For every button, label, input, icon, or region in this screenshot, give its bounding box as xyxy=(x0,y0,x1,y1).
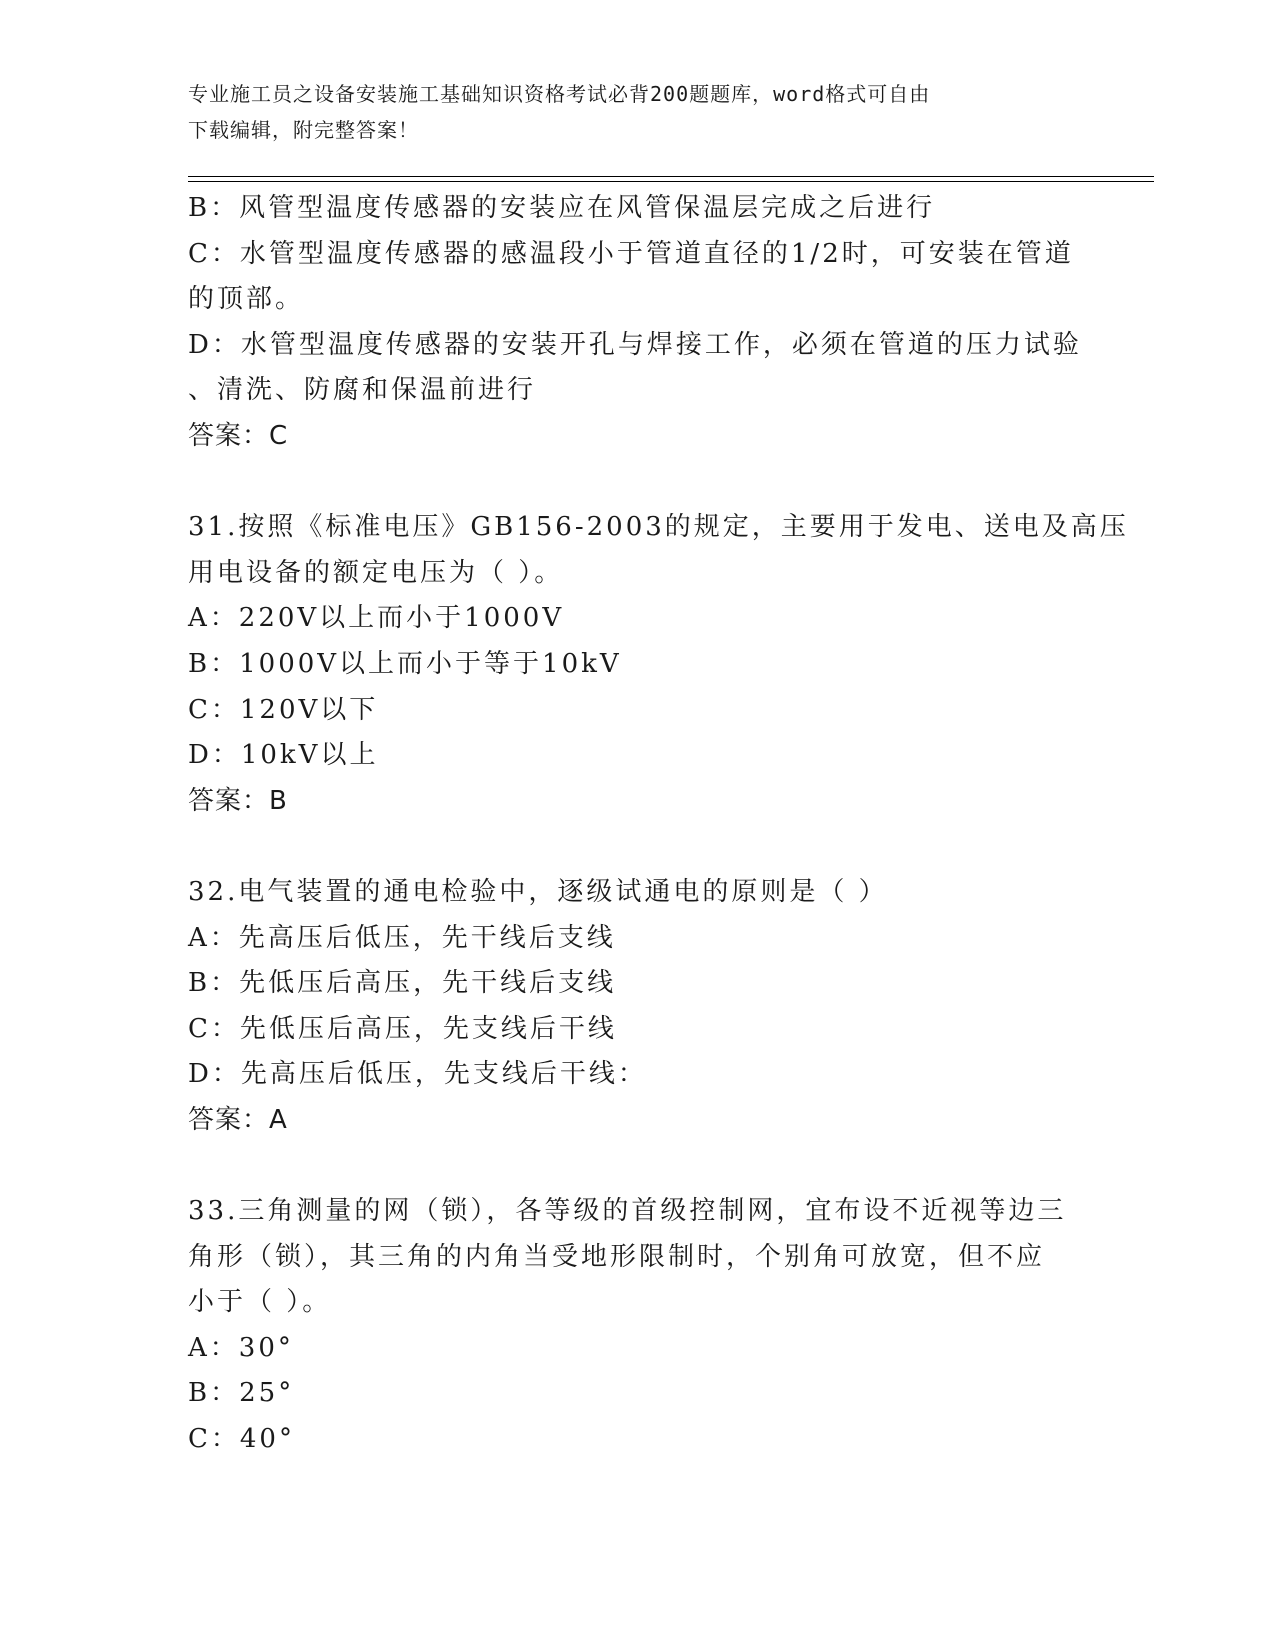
question-content xyxy=(188,186,1129,1463)
header-line-2: 下载编辑，附完整答案！ xyxy=(188,118,419,142)
option-b: B：先低压后高压，先干线后支线 xyxy=(188,968,617,999)
question-31 xyxy=(188,505,1129,824)
option-c-line-2: 的顶部。 xyxy=(188,284,305,315)
option-b: B：25° xyxy=(188,1378,295,1409)
spacer xyxy=(188,824,1088,870)
question-32 xyxy=(188,870,1088,1144)
option-b: B：风管型温度传感器的安装应在风管保温层完成之后进行 xyxy=(188,193,936,223)
option-d-line-2: 、清洗、防腐和保温前进行 xyxy=(188,375,537,406)
option-d: D：10kV以上 xyxy=(188,740,379,771)
header-divider-bottom xyxy=(188,181,1154,182)
option-a: A：先高压后低压，先干线后支线 xyxy=(188,922,616,953)
question-stem-line-2: 角形（锁），其三角的内角当受地形限制时，个别角可放宽，但不应 xyxy=(188,1241,1046,1272)
question-stem-line-1: 31.按照《标准电压》GB156-2003的规定，主要用于发电、送电及高压 xyxy=(188,512,1129,543)
question-stem-line-2: 用电设备的额定电压为（ ）。 xyxy=(188,557,564,588)
spacer xyxy=(188,1143,1088,1189)
header-line-1: 专业施工员之设备安装施工基础知识资格考试必背200题题库，word格式可自由 xyxy=(188,82,931,106)
question-30-tail xyxy=(188,186,1088,460)
option-d-line-1: D：水管型温度传感器的安装开孔与焊接工作，必须在管道的压力试验 xyxy=(188,329,1082,360)
header-divider-top xyxy=(188,176,1154,177)
option-c: C：40° xyxy=(188,1424,295,1455)
spacer xyxy=(188,460,1088,506)
option-a: A：30° xyxy=(188,1332,294,1363)
option-c: C：先低压后高压，先支线后干线 xyxy=(188,1013,617,1044)
option-c: C：120V以下 xyxy=(188,694,379,725)
question-stem: 32.电气装置的通电检验中，逐级试通电的原则是（ ） xyxy=(188,876,888,907)
question-stem-line-3: 小于（ ）。 xyxy=(188,1287,332,1318)
question-33 xyxy=(188,1189,1088,1463)
option-c-line-1: C：水管型温度传感器的感温段小于管道直径的1/2时，可安装在管道 xyxy=(188,238,1074,269)
answer: 答案：C xyxy=(188,420,289,451)
option-b: B：1000V以上而小于等于10kV xyxy=(188,648,622,679)
answer: 答案：A xyxy=(188,1104,288,1135)
question-stem-line-1: 33.三角测量的网（锁），各等级的首级控制网，宜布设不近视等边三 xyxy=(188,1196,1067,1227)
option-a: A：220V以上而小于1000V xyxy=(188,603,565,634)
document-header xyxy=(188,76,1088,148)
option-d: D：先高压后低压，先支线后干线： xyxy=(188,1059,647,1090)
answer: 答案：B xyxy=(188,785,288,816)
